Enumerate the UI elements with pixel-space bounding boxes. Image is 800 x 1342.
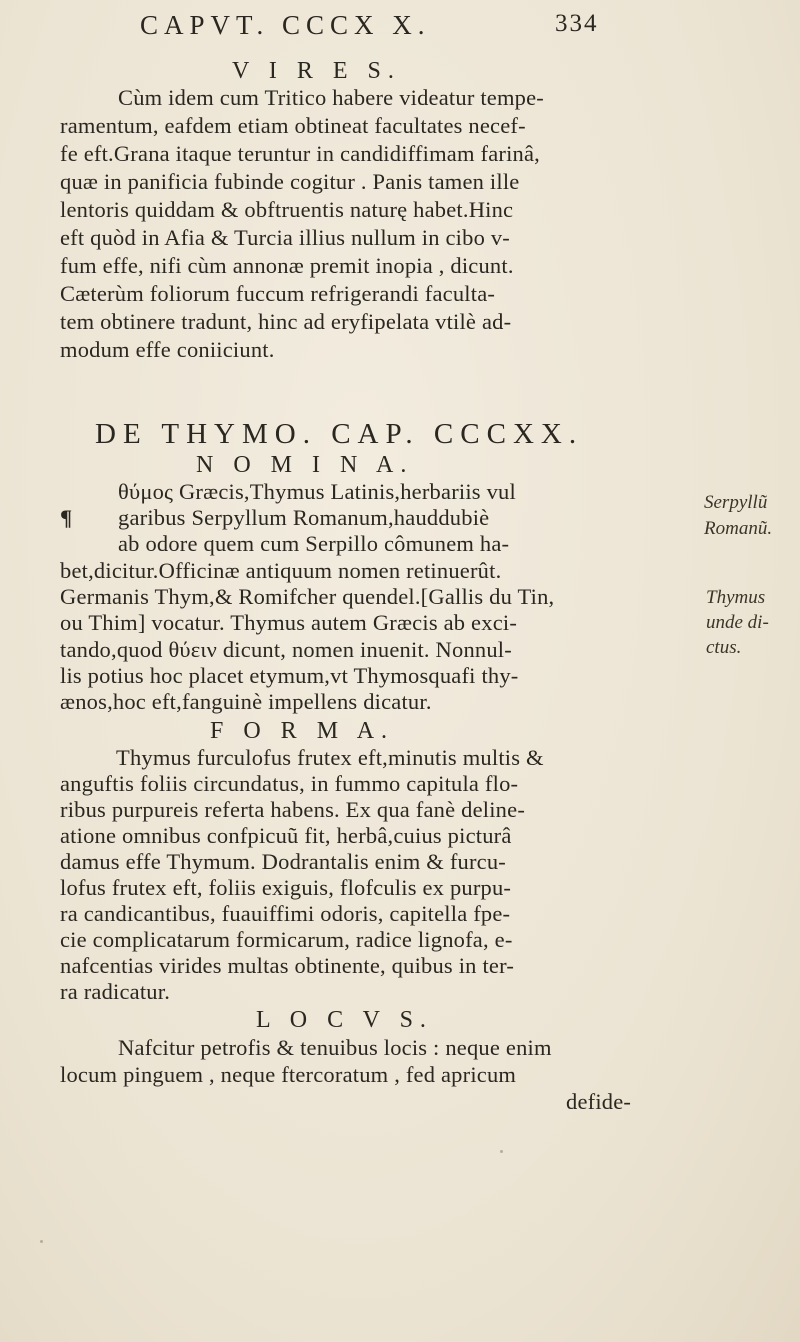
text-line: lentoris quiddam & obftruentis naturę habet.Hinc bbox=[60, 197, 514, 222]
running-head bbox=[140, 10, 640, 41]
text-line: cie complicatarum formicarum, radice lignofa, e- bbox=[60, 927, 513, 952]
text-line: Thymus furculofus frutex eft,minutis multis & bbox=[116, 745, 544, 770]
text-line: ra radicatur. bbox=[60, 979, 171, 1004]
margin-note: Thymus bbox=[706, 587, 766, 608]
catchword: defide- bbox=[566, 1089, 632, 1114]
text-line: anguftis foliis circundatus, in fummo capitula flo- bbox=[60, 771, 519, 796]
text-line: ab odore quem cum Serpillo cômunem ha- bbox=[118, 531, 510, 556]
text-line: atione omnibus confpicuũ fit, herbâ,cuius picturâ bbox=[60, 823, 512, 848]
section-heading-locus: L O C V S. bbox=[256, 1007, 433, 1033]
text-line: Cùm idem cum Tritico habere videatur tempe- bbox=[118, 85, 545, 110]
text-line: garibus Serpyllum Romanum,hauddubiè bbox=[118, 505, 490, 530]
text-line: ou Thim] vocatur. Thymus autem Græcis ab exci- bbox=[60, 610, 518, 635]
text-line: ribus purpureis referta habens. Ex qua fanè deline- bbox=[60, 797, 526, 822]
text-line: locum pinguem , neque ftercoratum , fed apricum bbox=[60, 1062, 517, 1087]
text-line: modum effe coniiciunt. bbox=[60, 337, 275, 362]
text-line: Nafcitur petrofis & tenuibus locis : neque enim bbox=[118, 1035, 552, 1060]
text-line: ra candicantibus, fuauiffimi odoris, capitella fpe- bbox=[60, 901, 511, 926]
text-line: eft quòd in Afia & Turcia illius nullum in cibo v- bbox=[60, 225, 510, 250]
paper-speck bbox=[500, 1150, 503, 1153]
text-line: ramentum, eafdem etiam obtineat facultates necef- bbox=[60, 113, 526, 138]
chapter-title: DE THYMO. CAP. CCCXX. bbox=[95, 418, 584, 450]
text-line: nafcentias virides multas obtinente, quibus in ter- bbox=[60, 953, 515, 978]
text-line: θύμος Græcis,Thymus Latinis,herbariis vul bbox=[118, 479, 516, 504]
section-heading-forma: F O R M A. bbox=[210, 718, 395, 744]
text-line: Cæterùm foliorum fuccum refrigerandi faculta- bbox=[60, 281, 496, 306]
section-heading-vires: V I R E S. bbox=[232, 58, 401, 84]
text-line: quæ in panificia fubinde cogitur . Panis tamen ille bbox=[60, 169, 520, 194]
margin-note: Serpyllũ bbox=[704, 492, 768, 513]
text-line: tem obtinere tradunt, hinc ad eryfipelata vtilè ad- bbox=[60, 309, 512, 334]
margin-note: unde di- bbox=[706, 612, 769, 633]
text-line: lofus frutex eft, foliis exiguis, flofculis ex purpu- bbox=[60, 875, 512, 900]
text-line: Germanis Thym,& Romifcher quendel.[Gallis du Tin, bbox=[60, 584, 555, 609]
margin-note: ctus. bbox=[706, 637, 742, 658]
running-head-title: CAPVT. CCCX X. bbox=[140, 10, 431, 40]
page-number: 334 bbox=[555, 10, 599, 37]
text-line: tando,quod θύειν dicunt, nomen inuenit. Nonnul- bbox=[60, 637, 512, 662]
paragraph-mark: ¶ bbox=[60, 505, 73, 530]
text-line: fe eft.Grana itaque teruntur in candidiffimam farinâ, bbox=[60, 141, 540, 166]
text-line: fum effe, nifi cùm annonæ premit inopia , dicunt. bbox=[60, 253, 514, 278]
text-line: bet,dicitur.Officinæ antiquum nomen retinuerût. bbox=[60, 558, 502, 583]
text-line: damus effe Thymum. Dodrantalis enim & furcu- bbox=[60, 849, 506, 874]
margin-note: Romanũ. bbox=[704, 518, 773, 539]
paper-speck bbox=[40, 1240, 43, 1243]
text-line: ænos,hoc eft,fanguinè impellens dicatur. bbox=[60, 689, 432, 714]
section-heading-nomina: N O M I N A. bbox=[196, 452, 414, 478]
text-line: lis potius hoc placet etymum,vt Thymosquafi thy- bbox=[60, 663, 519, 688]
